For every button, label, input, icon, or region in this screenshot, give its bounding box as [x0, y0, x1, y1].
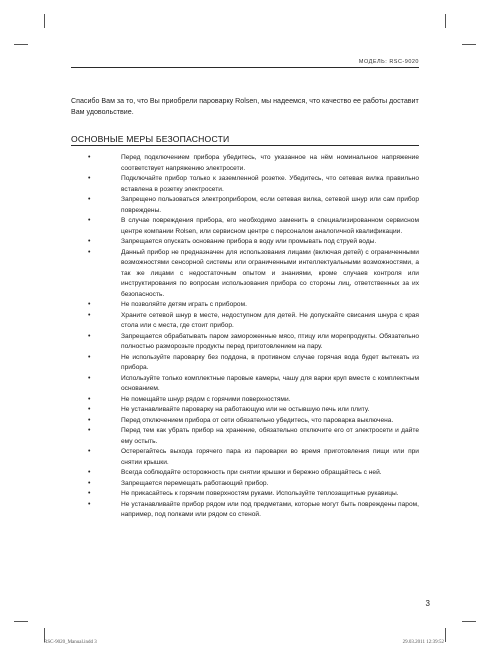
list-item	[71, 216, 419, 237]
list-item	[71, 500, 419, 521]
bullet-icon: •	[88, 217, 91, 224]
section-title: ОСНОВНЫЕ МЕРЫ БЕЗОПАСНОСТИ	[71, 134, 230, 144]
rule-text: Не используйте пароварку без поддона, в противном случае горячая вода будет вытекать из прибора.	[121, 353, 419, 371]
bullet-icon: •	[88, 490, 91, 497]
rule-text: Запрещено пользоваться электроприбором, если сетевая вилка, сетевой шнур или сам прибор повреждены.	[121, 196, 419, 214]
crop-mark	[462, 621, 476, 622]
list-item	[71, 479, 419, 490]
bullet-icon: •	[88, 311, 91, 319]
header-divider	[71, 67, 419, 68]
rule-text: Не помещайте шнур рядом с горячими поверхностями.	[121, 395, 291, 403]
list-item	[71, 426, 419, 447]
rule-text: Данный прибор не предназначен для использования лицами (включая детей) с ограниченными возможностями сенсорной системы или ограниченными интеллектуальными возможностями, а так же лицами с недостаточным опытом и знаниями, кроме случаев контроля или инструктирования по вопросам использования прибора со стороны лиц, ответственных за их безопасность.	[121, 248, 419, 298]
bullet-icon: •	[88, 469, 91, 476]
safety-rules-list	[71, 153, 419, 521]
list-item	[71, 153, 419, 174]
bullet-icon: •	[88, 479, 91, 487]
list-item	[71, 353, 419, 374]
page-number: 3	[425, 599, 430, 608]
model-label: МОДЕЛЬ: RSC-9020	[358, 59, 419, 65]
bullet-icon: •	[88, 175, 91, 182]
crop-mark	[445, 14, 446, 28]
rule-text: Подключайте прибор только к заземленной розетке. Убедитесь, что сетевая вилка правильно вставлена в розетку электросети.	[121, 175, 419, 193]
bullet-icon: •	[88, 332, 91, 340]
list-item	[71, 489, 419, 500]
crop-mark	[14, 621, 28, 622]
rule-text: Используйте только комплектные паровые камеры, чашу для варки круп вместе с комплектным основанием.	[121, 374, 419, 392]
bullet-icon: •	[88, 416, 91, 424]
rule-text: Запрещается опускать основание прибора в воду или промывать под струей воды.	[121, 238, 377, 245]
footer-timestamp: 29.03.2011 12:39:52	[402, 640, 444, 645]
list-item	[71, 300, 419, 311]
rule-text: Не устанавливайте пароварку на работающую или не остывшую печь или плиту.	[121, 406, 370, 413]
footer-file-name: RSC-9020_Manual.indd 3	[44, 640, 97, 645]
rule-text: Перед отключением прибора от сети обязательно убедитесь, что пароварка выключена.	[121, 416, 394, 424]
bullet-icon: •	[88, 406, 91, 413]
list-item	[71, 447, 419, 468]
bullet-icon: •	[88, 395, 91, 403]
bullet-icon: •	[88, 301, 91, 308]
rule-text: Не позволяйте детям играть с прибором.	[121, 301, 247, 308]
list-item	[71, 468, 419, 479]
section-divider	[71, 145, 419, 146]
bullet-icon: •	[88, 374, 91, 382]
rule-text: Перед тем как убрать прибор на хранение, обязательно отключите его от электросети и дайте ему остыть.	[121, 427, 419, 445]
rule-text: Запрещается перемещать работающий прибор.	[121, 479, 269, 487]
bullet-icon: •	[88, 154, 91, 161]
list-item	[71, 311, 419, 332]
rule-text: Перед подключением прибора убедитесь, что указанное на нём номинальное напряжение соответствует напряжению электросети.	[121, 154, 419, 172]
crop-mark	[44, 14, 45, 28]
rule-text: Не прикасайтесь к горячим поверхностям руками. Используйте теплозащитные рукавицы.	[121, 490, 399, 497]
crop-mark	[445, 628, 446, 642]
rule-text: В случае повреждения прибора, его необходимо заменить в специализированном сервисном центре компании Rolsen, или сервисном центре с персоналом аналогичной квалификации.	[121, 217, 419, 235]
list-item	[71, 248, 419, 301]
bullet-icon: •	[88, 500, 91, 508]
bullet-icon: •	[88, 448, 91, 455]
rule-text: Остерегайтесь выхода горячего пара из пароварки во время приготовления пищи или при снятии крышки.	[121, 448, 419, 466]
list-item	[71, 374, 419, 395]
rule-text: Не устанавливайте прибор рядом или под предметами, которые могут быть повреждены паром, например, под полками или рядом со стеной.	[121, 500, 419, 518]
list-item	[71, 416, 419, 427]
intro-paragraph: Спасибо Вам за то, что Вы приобрели пароварку Rolsen, мы надеемся, что качество ее работы доставит Вам удовольствие.	[71, 97, 419, 116]
list-item	[71, 195, 419, 216]
bullet-icon: •	[88, 196, 91, 203]
rule-text: Запрещается обрабатывать паром замороженные мясо, птицу или морепродукты. Обязательно полностью разморозьте продукты перед приготовлением на пару.	[121, 332, 419, 350]
crop-mark	[462, 44, 476, 45]
list-item	[71, 405, 419, 416]
list-item	[71, 395, 419, 406]
list-item	[71, 237, 419, 248]
bullet-icon: •	[88, 427, 91, 434]
bullet-icon: •	[88, 238, 91, 245]
crop-mark	[14, 44, 28, 45]
rule-text: Всегда соблюдайте осторожность при снятии крышки и бережно обращайтесь с ней.	[121, 469, 382, 476]
rule-text: Храните сетевой шнур в месте, недоступном для детей. Не допускайте свисания шнура с края стола или с места, где стоит прибор.	[121, 311, 419, 329]
bullet-icon: •	[88, 353, 91, 361]
bullet-icon: •	[88, 248, 91, 256]
list-item	[71, 174, 419, 195]
list-item	[71, 332, 419, 353]
